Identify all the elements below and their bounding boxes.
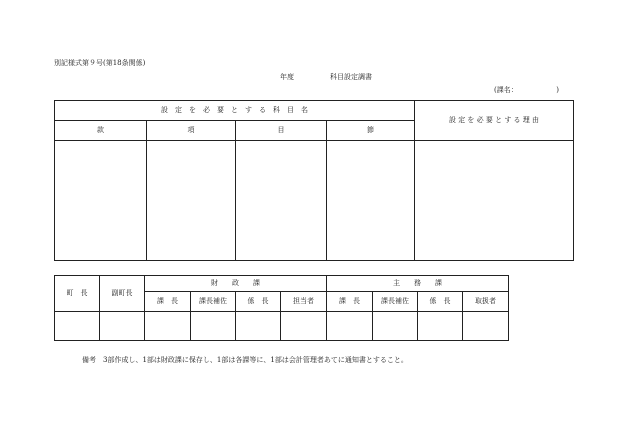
document-title: 科目設定調書	[330, 73, 372, 81]
form-number: 別記様式第９号(第18条関係)	[54, 59, 146, 67]
divider-mayor	[99, 276, 100, 340]
main-role-deputy-chief: 課長補佐	[381, 297, 409, 305]
column-setsu: 節	[367, 126, 374, 134]
main-role-subsection-chief: 係 長	[429, 297, 451, 305]
main-role-chief: 課 長	[339, 297, 360, 305]
finance-role-staff: 担当者	[293, 297, 314, 305]
divider-col-3	[326, 121, 327, 260]
column-moku: 目	[277, 126, 285, 134]
section-name-line: (課名： )	[494, 86, 559, 94]
divider-col-2	[235, 121, 236, 260]
finance-section-label: 財 政 課	[211, 279, 260, 287]
main-role-handler: 取扱者	[475, 297, 496, 305]
divider-section-labels	[145, 291, 508, 292]
column-kou: 項	[187, 126, 195, 134]
responsible-section-label: 主 務 課	[393, 279, 442, 287]
deputy-mayor-label: 副町長	[111, 289, 133, 297]
subject-setting-table	[54, 100, 574, 261]
approval-stamp-table	[54, 275, 509, 341]
divider-col-1	[146, 121, 147, 260]
finance-role-deputy-chief: 課長補佐	[199, 297, 227, 305]
divider-header-split	[55, 120, 415, 121]
mayor-label: 町 長	[66, 289, 88, 297]
subject-name-header: 設 定 を 必 要 と す る 科 目 名	[161, 106, 308, 114]
finance-role-chief: 課 長	[157, 297, 178, 305]
note-text: 備考 3部作成し、1部は財政課に保存し、1部は各課等に、1部は会計管理者あてに通知書とすること。	[82, 356, 408, 364]
column-kan: 款	[97, 126, 104, 134]
divider-header-bottom	[55, 140, 573, 141]
finance-role-subsection-chief: 係 長	[247, 297, 269, 305]
reason-header: 設 定 を 必 要 と す る 理 由	[448, 116, 540, 124]
year-label: 年度	[280, 73, 294, 81]
divider-stamp-row	[55, 311, 508, 312]
